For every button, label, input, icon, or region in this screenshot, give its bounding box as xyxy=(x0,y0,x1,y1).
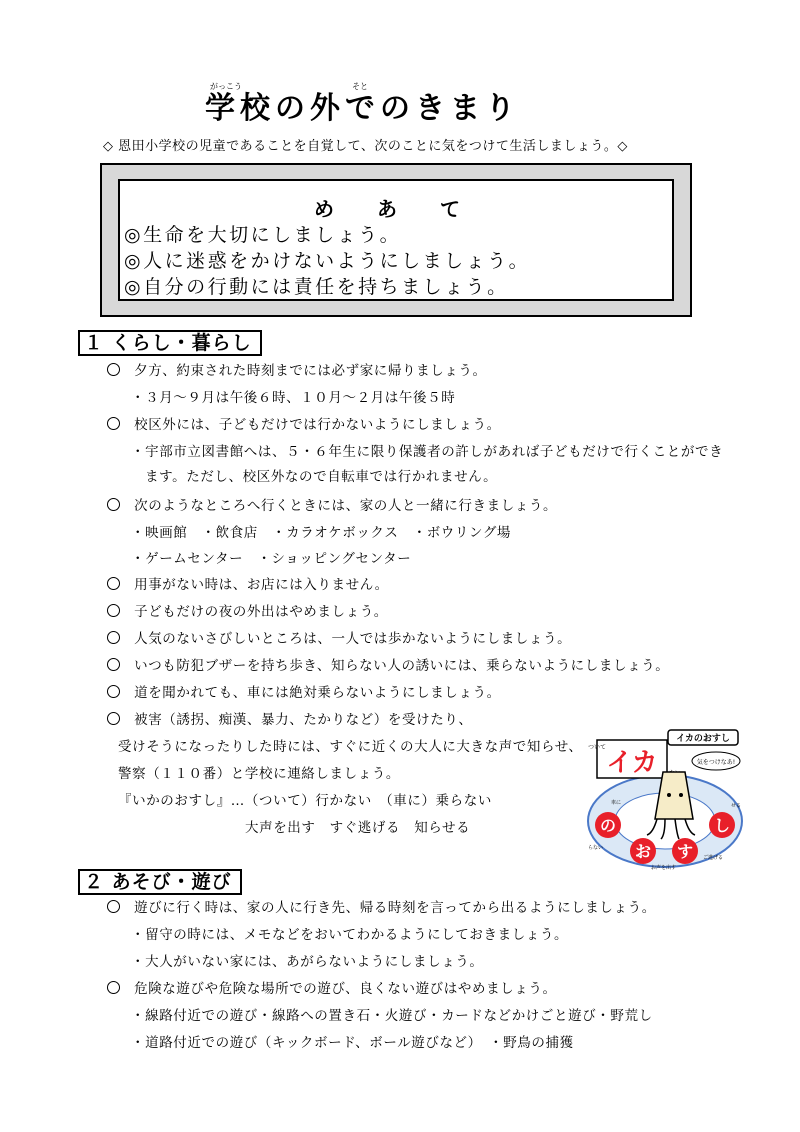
sign-left: ついて xyxy=(588,744,607,751)
s2-item-1: 遊びに行く時は、家の人に行き先、帰る時刻を言ってから出るようにしましょう。 xyxy=(107,899,656,917)
s1-item-1: 夕方、約束された時刻までには必ず家に帰りましょう。 xyxy=(107,362,487,380)
s1-item-7: いつも防犯ブザーを持ち歩き、知らない人の誘いには、乗らないようにしましょう。 xyxy=(107,657,669,675)
s1-item-9-cont-2: 警察（１１０番）と学校に連絡しましょう。 xyxy=(118,766,400,782)
circle-bullet-icon xyxy=(107,577,120,590)
goal-line-3: ◎自分の行動には責任を持ちましょう。 xyxy=(124,276,509,298)
circle-bullet-icon xyxy=(107,631,120,644)
ikanoosushi-line-2: 大声を出す すぐ逃げる 知らせる xyxy=(245,820,471,836)
circle-bullet-icon xyxy=(107,981,120,994)
goal-line-1: ◎生命を大切にしましょう。 xyxy=(124,224,402,246)
circle-bullet-icon xyxy=(107,498,120,511)
speech-text: 気をつけなあ! xyxy=(696,759,736,766)
s1-item-4: 用事がない時は、お店には入りません。 xyxy=(107,576,389,594)
s2-sub-1b: ・大人がいない家には、あがらないようにしましょう。 xyxy=(131,954,484,970)
s1-item-3: 次のようなところへ行くときには、家の人と一緒に行きましょう。 xyxy=(107,497,557,515)
letter-no: の xyxy=(599,816,617,835)
s1-sub-1: ・３月～９月は午後６時、１０月～２月は午後５時 xyxy=(131,390,456,406)
s1-sub-3b: ・ゲームセンター ・ショッピングセンター xyxy=(131,551,412,567)
circle-bullet-icon xyxy=(107,685,120,698)
goals-inner xyxy=(118,179,674,301)
ikanoosushi-illustration xyxy=(585,727,745,872)
circle-bullet-icon xyxy=(107,604,120,617)
goal-line-2: ◎人に迷惑をかけないようにしましょう。 xyxy=(124,250,531,272)
section-1-heading: １ くらし・暮らし xyxy=(78,330,262,356)
label-top: 車に xyxy=(611,800,622,806)
s1-item-9: 被害（誘拐、痴漢、暴力、たかりなど）を受けたり、 xyxy=(107,711,473,729)
label-right: ご逃げる xyxy=(703,855,724,861)
ikanoosushi-line-1: 『いかのおすし』…（ついて）行かない （車に）乗らない xyxy=(118,793,492,809)
goals-heading: め あ て xyxy=(314,197,478,221)
title-ruby-2: そと xyxy=(352,82,368,91)
page-title: 学校の外でのきまり xyxy=(205,91,520,126)
s2-sub-2b: ・道路付近での遊び（キックボード、ボール遊びなど） ・野鳥の捕獲 xyxy=(131,1035,574,1051)
squid-eye-right xyxy=(679,793,683,797)
circle-bullet-icon xyxy=(107,658,120,671)
circle-bullet-icon xyxy=(107,363,120,376)
s2-sub-2a: ・線路付近での遊び・線路への置き石・火遊び・カードなどかけごと遊び・野荒し xyxy=(131,1008,653,1024)
section-2-heading: ２ あそび・遊び xyxy=(78,869,242,895)
circle-bullet-icon xyxy=(107,712,120,725)
circle-bullet-icon xyxy=(107,900,120,913)
s1-item-9-cont-1: 受けそうになったりした時には、すぐに近くの大人に大きな声で知らせ、 xyxy=(118,739,583,755)
s2-sub-1a: ・留守の時には、メモなどをおいてわかるようにしておきましょう。 xyxy=(131,927,569,943)
s1-item-6: 人気のないさびしいところは、一人では歩かないようにしましょう。 xyxy=(107,630,571,648)
circle-bullet-icon xyxy=(107,417,120,430)
squid-eye-left xyxy=(667,793,671,797)
s1-sub-3a: ・映画館 ・飲食店 ・カラオケボックス ・ボウリング場 xyxy=(131,525,512,541)
letter-su: す xyxy=(676,842,694,861)
s1-sub-2b: ます。ただし、校区外なので自転車では行かれません。 xyxy=(145,469,498,485)
s1-item-2: 校区外には、子どもだけでは行かないようにしましょう。 xyxy=(107,416,501,434)
label-right-2: せる xyxy=(731,803,742,809)
s1-item-5: 子どもだけの夜の外出はやめましょう。 xyxy=(107,603,388,621)
sign-big: イカ xyxy=(606,748,658,778)
goals-box xyxy=(100,163,692,317)
letter-o: お xyxy=(634,842,652,861)
s1-sub-2a: ・宇部市立図書館へは、５・６年生に限り保護者の許しがあれば子どもだけで行くことができ xyxy=(131,444,724,460)
s1-item-8: 道を聞かれても、車には絶対乗らないようにしましょう。 xyxy=(107,684,501,702)
label-bottom: お声を出す xyxy=(651,865,677,871)
badge-text: イカのおすし xyxy=(676,734,730,744)
label-left: らない xyxy=(588,845,604,851)
letter-shi: し xyxy=(713,816,731,835)
intro-text: ◇ 恩田小学校の児童であることを自覚して、次のことに気をつけて生活しましょう。◇ xyxy=(103,139,628,154)
s2-item-2: 危険な遊びや危険な場所での遊び、良くない遊びはやめましょう。 xyxy=(107,980,557,998)
title-ruby-1: がっこう xyxy=(210,82,242,91)
